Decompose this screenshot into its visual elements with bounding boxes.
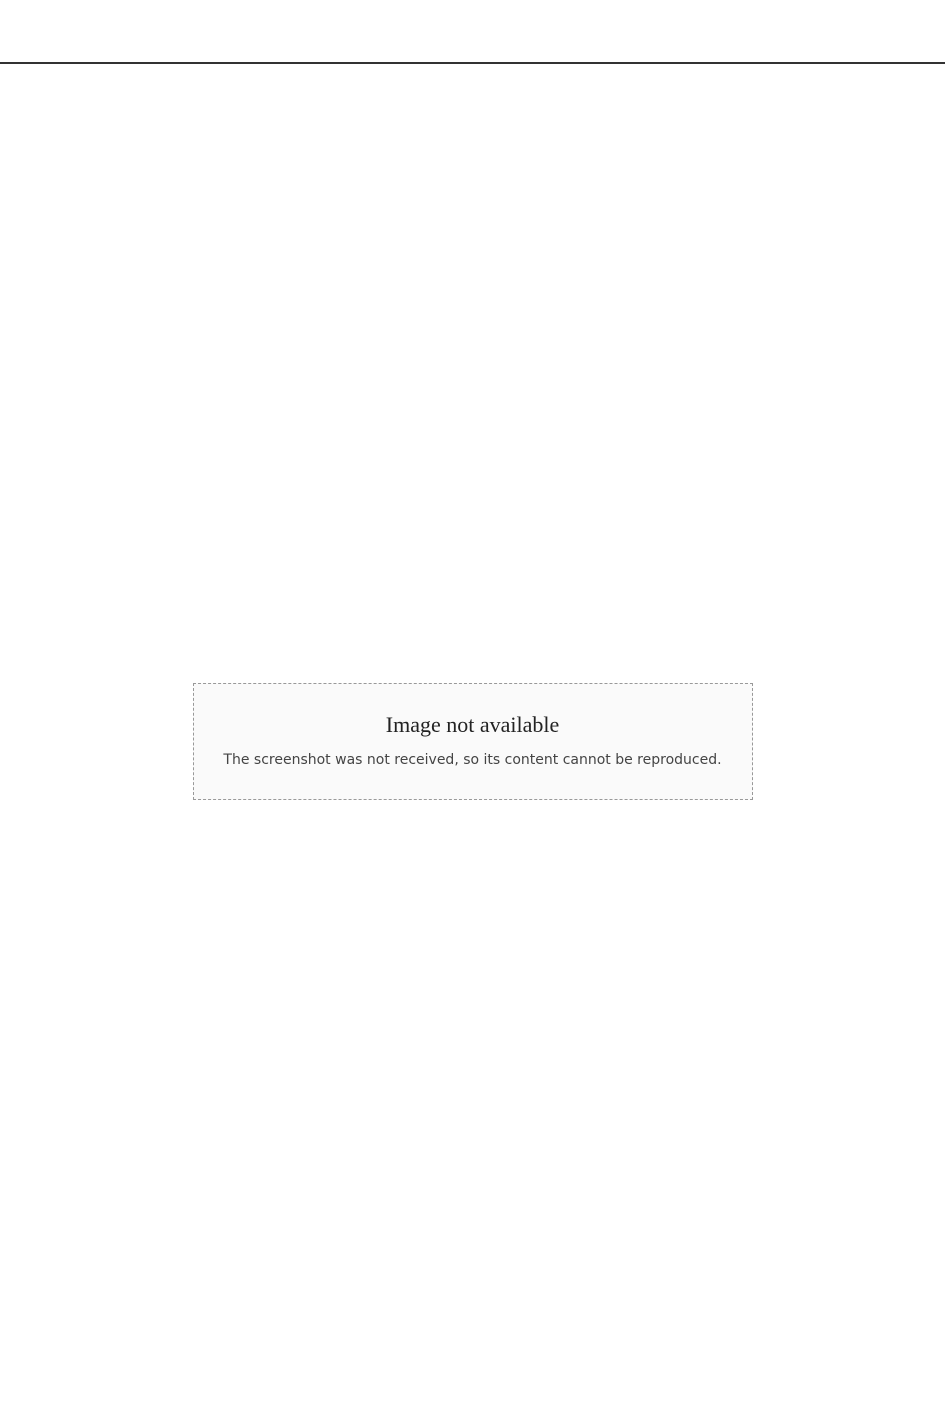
masthead-placeholder xyxy=(0,0,945,64)
body-area xyxy=(0,64,945,1419)
notice-title: Image not available xyxy=(385,712,560,737)
missing-image-notice xyxy=(193,683,753,800)
notice-text: The screenshot was not received, so its content cannot be reproduced. xyxy=(223,752,722,768)
